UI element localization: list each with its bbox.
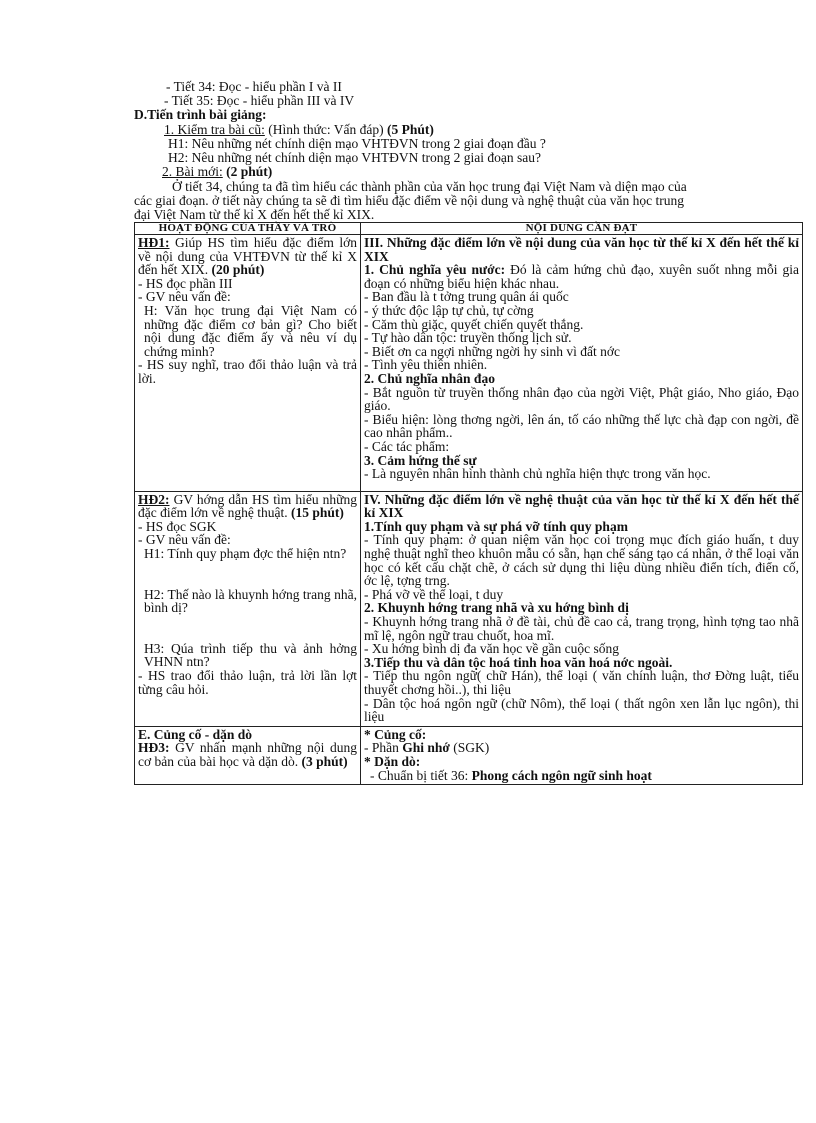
section-e-title: E. Củng cố - dặn dò — [138, 726, 253, 742]
table-row — [135, 235, 803, 492]
list-item: - Tiếp thu ngôn ngữ( chữ Hán), thể loại ( văn chính luận, thơ Đờng luật, tiểu thuyết chơng hồi..), thi liệu — [364, 668, 799, 697]
bai-moi-time: (2 phút) — [226, 164, 273, 179]
row2-left-q2: H2: Thế nào là khuynh hớng trang nhã, bình dị? — [144, 586, 357, 616]
cung-co-bold: Ghi nhớ — [402, 740, 450, 756]
cung-co-heading: * Củng cố: — [364, 726, 427, 742]
lesson-table — [134, 222, 803, 785]
list-item: - Phá vỡ về thể loại, t duy — [364, 586, 504, 602]
list-item: - Ban đầu là t tởng trung quân ái quốc — [364, 289, 569, 305]
spacer — [364, 481, 799, 489]
list-item: - Tính quy phạm: ở quan niệm văn học coi trọng mục đích giáo huấn, t duy nghệ thuật nghĩ theo khuôn mẫu có sẵn, hạn chế sáng tạo cá nhân, ở thể loại văn học có kết cấu chặt chẽ, ở cách sử dụng thi liệu dùng nhiều điển tích, điển cố, ớc lệ, tợng trng. — [364, 532, 799, 589]
list-item: - Khuynh hớng trang nhã ở đề tài, chủ đề cao cả, trang trọng, hình tợng tao nhã mĩ lệ, ngôn ngữ trau chuốt, hoa mĩ. — [364, 614, 799, 643]
kiem-tra-label: 1. Kiểm tra bài cũ: — [164, 122, 265, 137]
hd1-time: (20 phút) — [208, 262, 265, 278]
intro-line-3: đại Việt Nam từ thế kỉ X đến hết thế kỉ XIX. — [134, 207, 375, 222]
dan-do-prefix: - Chuẩn bị tiết 36: — [370, 767, 472, 783]
section-d-title: D.Tiến trình bài giảng: — [134, 107, 267, 122]
spacer — [138, 561, 357, 588]
row2-right — [361, 491, 803, 726]
list-item: - Tình yêu thiên nhiên. — [364, 357, 488, 373]
row1-left-l3: H: Văn học trung đại Việt Nam có những đặc điểm cơ bản gì? Cho biết nội dung đặc điểm ấy và nêu ví dụ chứng minh? — [144, 302, 357, 359]
s1-title: 1. Chủ nghĩa yêu nước: — [364, 262, 506, 278]
hd2-text: GV hớng dẫn HS tìm hiểu những đặc điểm lớn về nghệ thuật. — [138, 491, 357, 521]
row1-left-l2: - GV nêu vấn đề: — [138, 289, 231, 305]
row1-left-l4: - HS suy nghĩ, trao đổi thảo luận và trả lời. — [138, 357, 357, 386]
cung-co-prefix: - Phần — [364, 740, 403, 756]
row2-left-l2: - GV nêu vấn đề: — [138, 532, 231, 548]
row1-right — [361, 235, 803, 492]
question-h1: H1: Nêu những nét chính diện mạo VHTĐVN trong 2 giai đoạn đầu ? — [168, 136, 546, 151]
list-item: - Là nguyên nhân hình thành chủ nghĩa hiện thực trong văn học. — [364, 466, 711, 482]
s2-title: 2. Khuynh hớng trang nhã và xu hớng bình dị — [364, 600, 629, 616]
section-iv-title: IV. Những đặc điểm lớn về nghệ thuật của văn học từ thế kỉ X đến hết thế kỉ XIX — [364, 491, 799, 521]
header-line-tiet34: - Tiết 34: Đọc - hiểu phần I và II — [166, 79, 342, 94]
dan-do-bold: Phong cách ngôn ngữ sinh hoạt — [471, 767, 652, 783]
row2-left-l3: - HS trao đổi thảo luận, trả lời lần lợt từng câu hỏi. — [138, 668, 357, 697]
row1-left — [135, 235, 361, 492]
header-left: HOẠT ĐỘNG CỦA THẦY VÀ TRÒ — [135, 223, 361, 235]
kiem-tra-line — [164, 123, 434, 137]
kiem-tra-form: (Hình thức: Vấn đáp) — [268, 122, 384, 137]
table-row — [135, 491, 803, 726]
hd3-time: (3 phút) — [298, 753, 348, 769]
header-line-tiet35: - Tiết 35: Đọc - hiểu phần III và IV — [164, 93, 355, 108]
hd3-text: GV nhấn mạnh những nội dung cơ bản của bài học và dặn dò. — [138, 740, 357, 769]
row2-left-q3: H3: Qúa trình tiếp thu và ảnh hởng VHNN ntn? — [144, 640, 357, 670]
list-item: - ý thức độc lập tự chủ, tự cờng — [364, 302, 534, 318]
dan-do-heading: * Dặn dò: — [364, 753, 421, 769]
row2-left — [135, 491, 361, 726]
bai-moi-line — [162, 165, 272, 179]
hd1-label: HĐ1: — [138, 235, 170, 250]
header-right: NỘI DUNG CẦN ĐẠT — [361, 223, 803, 235]
cung-co-suffix: (SGK) — [449, 740, 490, 756]
bai-moi-label: 2. Bài mới: — [162, 164, 223, 179]
hd2-label: HĐ2: — [138, 491, 170, 507]
list-item: - Bắt nguồn từ truyền thống nhân đạo của ngời Việt, Phật giáo, Nho giáo, Đạo giáo. — [364, 384, 799, 414]
row3-right — [361, 726, 803, 784]
spacer — [138, 615, 357, 642]
list-item: - Biểu hiện: lòng thơng ngời, lên án, tố cáo những thế lực chà đạp con ngời, đề cao nhân phẩm.. — [364, 411, 799, 441]
list-item: - Xu hớng bình dị đa văn học về gần cuộc sống — [364, 641, 619, 657]
table-row — [135, 726, 803, 784]
row2-left-q1: H1: Tính quy phạm đợc thể hiện ntn? — [144, 546, 347, 562]
s3-title: 3.Tiếp thu và dân tộc hoá tinh hoa văn hoá nớc ngoài. — [364, 654, 673, 670]
hd3-label: HĐ3: — [138, 740, 170, 756]
list-item: - Các tác phẩm: — [364, 438, 450, 454]
section-iii-title: III. Những đặc điểm lớn về nội dung của văn học từ thế kỉ X đến hết thế kỉ XIX — [364, 235, 799, 264]
s1-text: Đó là cảm hứng chủ đạo, xuyên suốt nhng mỗi gia đoạn có những biểu hiện khác nhau. — [364, 262, 799, 291]
hd2-time: (15 phút) — [287, 505, 344, 521]
row1-left-l1: - HS đọc phần III — [138, 275, 233, 291]
table-header-row — [135, 223, 803, 235]
kiem-tra-time: (5 Phút) — [387, 122, 434, 137]
s1-title: 1.Tính quy phạm và sự phá vỡ tính quy phạm — [364, 518, 628, 534]
hd1-text: Giúp HS tìm hiểu đặc điểm lớn về nội dung của VHTĐVN từ thế kỉ X đến hết XIX. — [138, 235, 357, 278]
s3-title: 3. Cảm hứng thế sự — [364, 452, 477, 468]
row2-left-l1: - HS đọc SGK — [138, 518, 217, 534]
list-item: - Dân tộc hoá ngôn ngữ (chữ Nôm), thể loại ( thất ngôn xen lẫn lục ngôn), thi liệu — [364, 695, 799, 725]
list-item: - Căm thù giặc, quyết chiến quyết thắng. — [364, 316, 584, 332]
intro-line-2: các giai đoạn. ở tiết này chúng ta sẽ đi tìm hiểu đặc điểm về nội dung và nghệ thuật của văn học trung — [134, 193, 684, 208]
list-item: - Biết ơn ca ngợi những ngời hy sinh vì đất nớc — [364, 343, 620, 359]
question-h2: H2: Nêu những nét chính diện mạo VHTĐVN trong 2 giai đoạn sau? — [168, 150, 541, 165]
s2-title: 2. Chủ nghĩa nhân đạo — [364, 370, 495, 386]
intro-line-1: Ở tiết 34, chúng ta đã tìm hiểu các thành phần của văn học trung đại Việt Nam và diện mạo của — [172, 179, 687, 194]
row3-left — [135, 726, 361, 784]
list-item: - Tự hào dân tộc: truyền thống lịch sử. — [364, 330, 572, 346]
